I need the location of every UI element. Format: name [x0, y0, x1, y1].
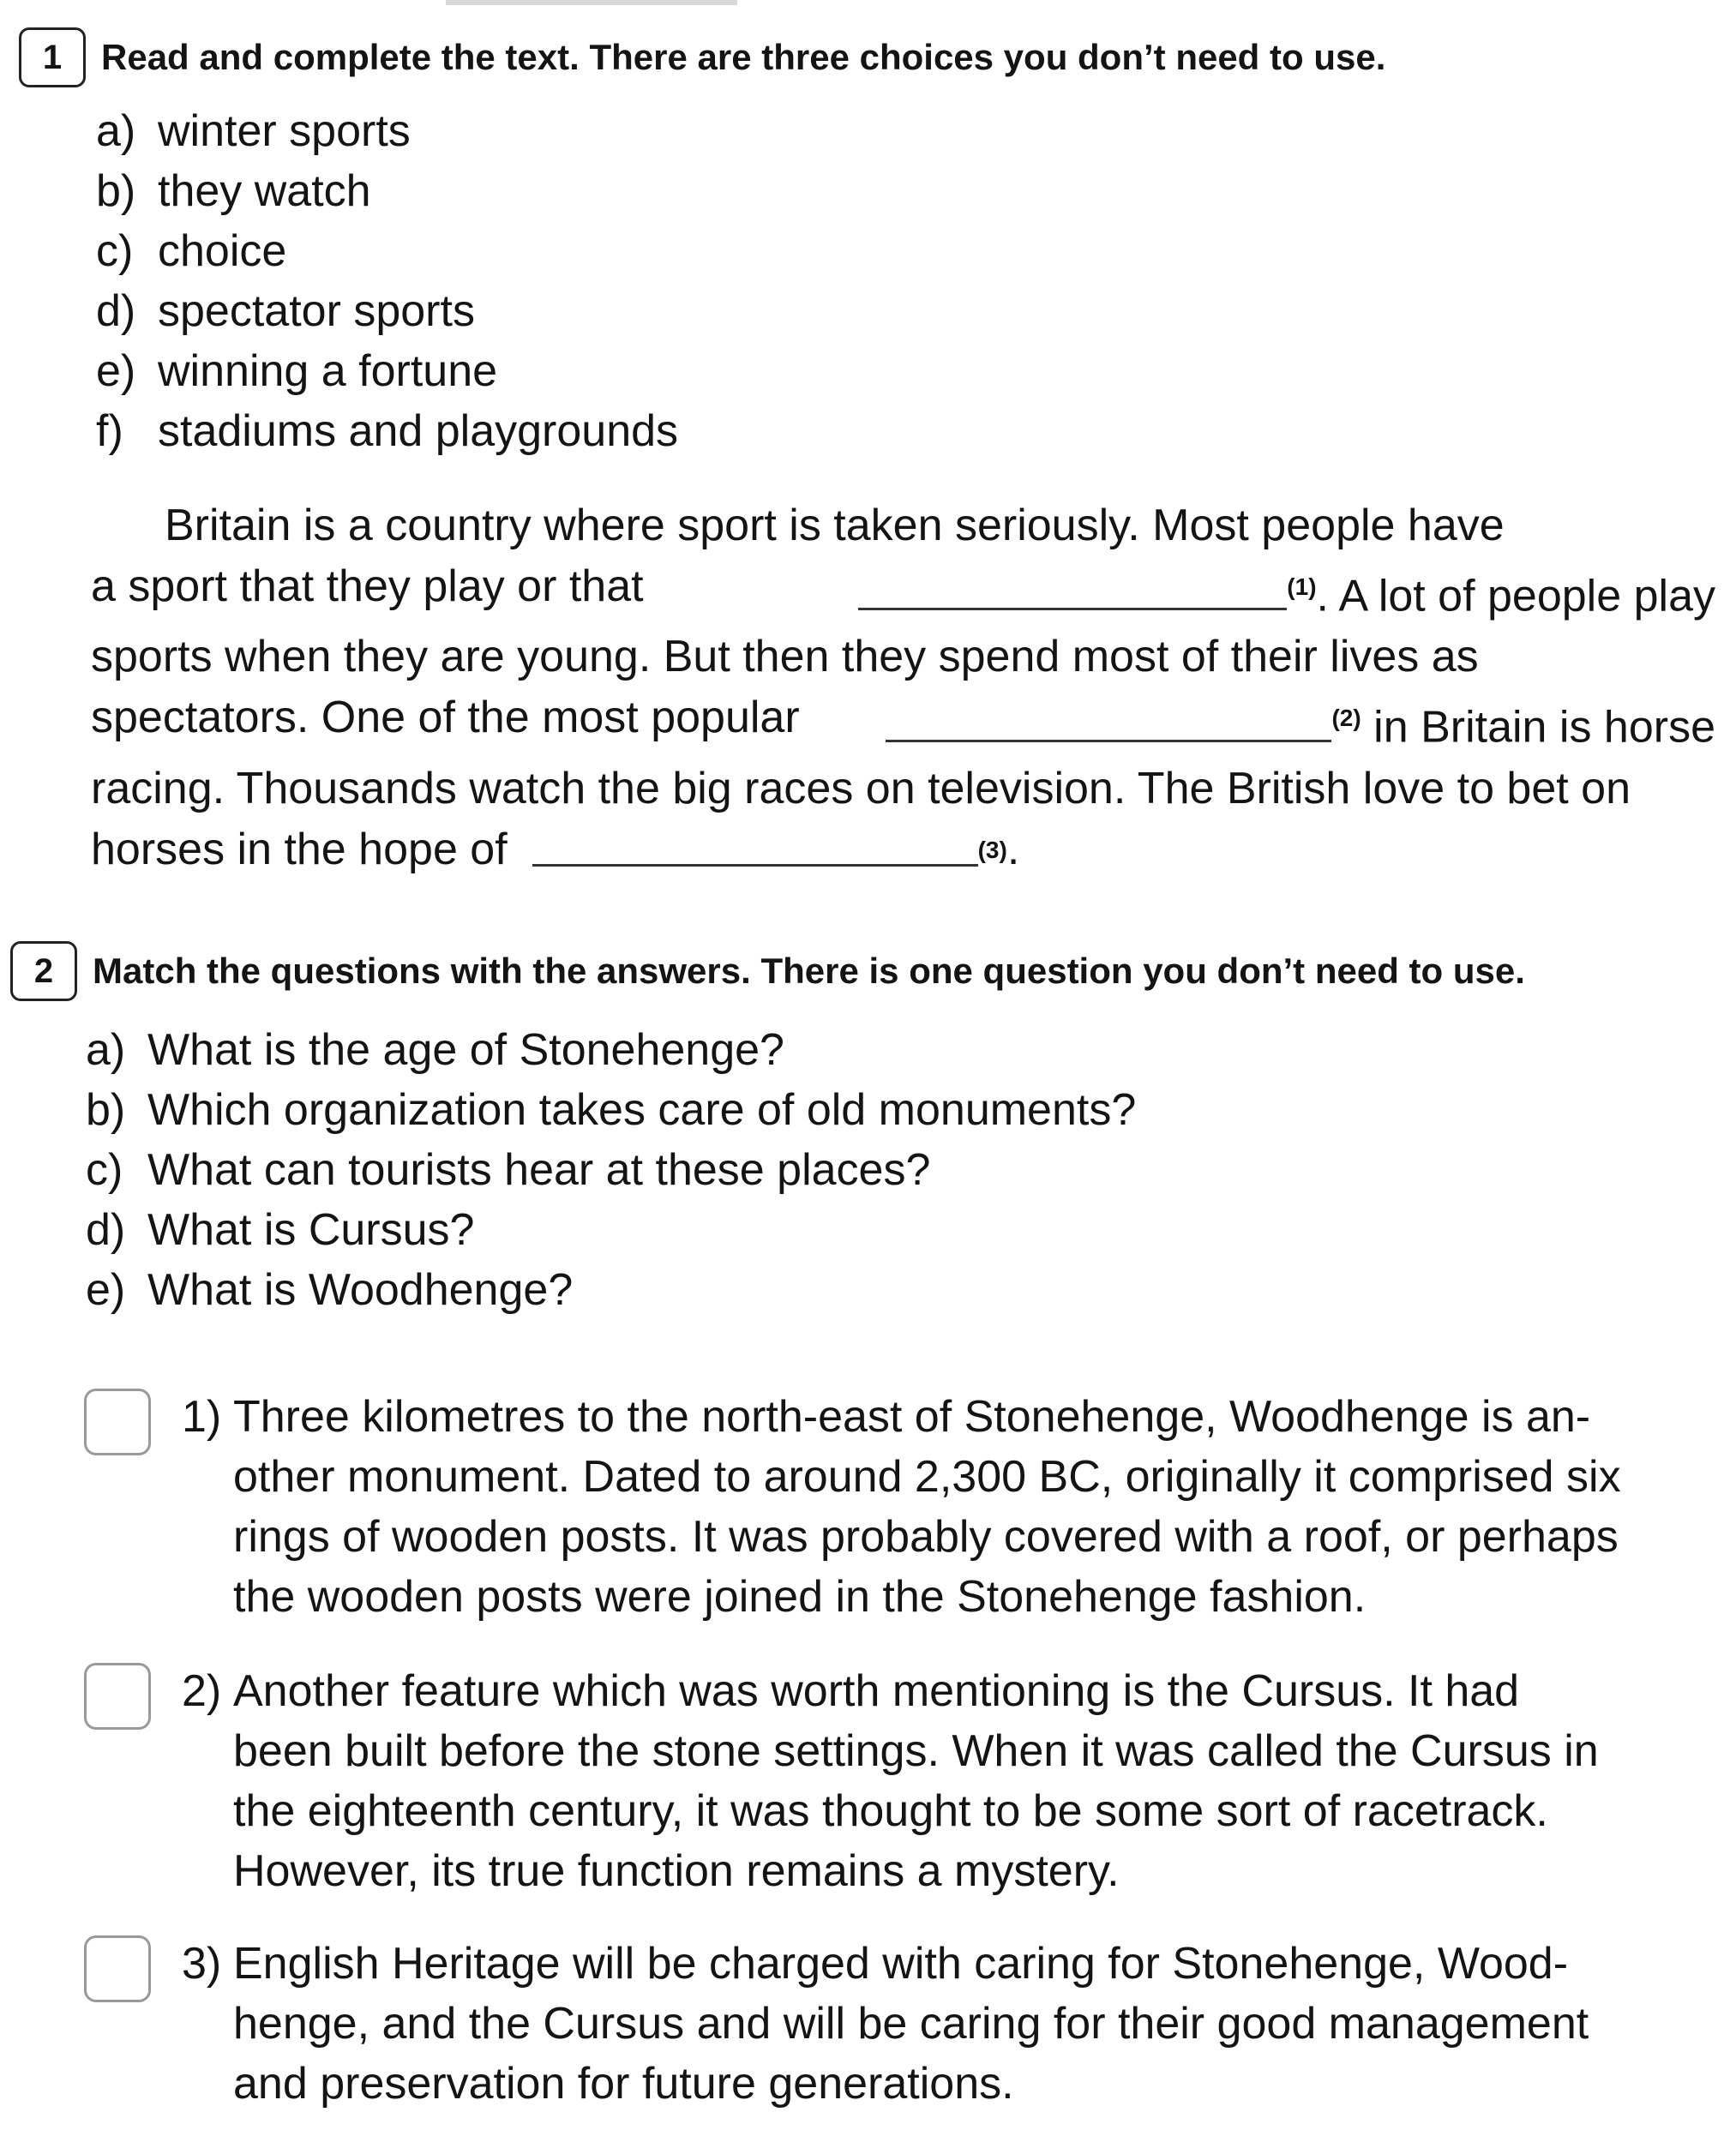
answer-3	[84, 1934, 1717, 2114]
answer-1-checkbox[interactable]	[84, 1389, 151, 1455]
exercise-2-instruction: Match the questions with the answers. There is one question you don’t need to use.	[93, 951, 1525, 991]
exercise-1-passage	[91, 495, 1715, 880]
gap-2-blank[interactable]	[886, 695, 1331, 742]
question-b: b) Which organization takes care of old monuments?	[86, 1085, 1137, 1135]
gap-3-blank[interactable]	[532, 819, 978, 867]
exercise-2-number: 2	[10, 941, 77, 1001]
gap-2-marker: (2)	[1331, 705, 1361, 732]
exercise-1-options	[96, 101, 678, 461]
option-b: b) they watch	[96, 166, 371, 216]
question-e: e) What is Woodhenge?	[86, 1265, 574, 1315]
option-e: e) winning a fortune	[96, 346, 498, 396]
answer-1	[84, 1387, 1717, 1627]
question-a: a) What is the age of Stonehenge?	[86, 1025, 784, 1075]
gap-1-marker: (1)	[1287, 573, 1317, 600]
answer-1-text: 1) Three kilometres to the north-east of Stonehenge, Woodhenge is an- other monument. Dated to around 2,300 BC, originally it comprised six rings of wooden posts. It was probably covered with a roof, or perhaps the wooden posts were joined in the Stonehenge fashion.	[182, 1392, 1621, 1622]
passage-line: spectators. One of the most popular $^{(2)}$ in Britain is horse	[91, 693, 1715, 753]
exercise-1-header	[19, 27, 1385, 87]
scan-edge	[446, 0, 737, 5]
passage-line: horses in the hope of (3) .	[91, 819, 1715, 880]
question-c: c) What can tourists hear at these places?	[86, 1145, 931, 1195]
option-f: f) stadiums and playgrounds	[96, 406, 679, 456]
answer-2-checkbox[interactable]	[84, 1663, 151, 1730]
option-d: d) spectator sports	[96, 286, 475, 336]
answer-3-text: 3) English Heritage will be charged with caring for Stonehenge, Wood- henge, and the Cursus and will be caring for their good management and preservation for future generations.	[182, 1939, 1589, 2109]
question-d: d) What is Cursus?	[86, 1205, 475, 1255]
answer-2	[84, 1661, 1717, 1901]
answer-3-checkbox[interactable]	[84, 1935, 151, 2002]
passage-line: racing. Thousands watch the big races on television. The British love to bet on	[91, 763, 1631, 813]
passage-line: Britain is a country where sport is taken seriously. Most people have	[165, 501, 1505, 550]
gap-1-blank[interactable]	[858, 563, 1287, 610]
gap-3-marker: (3)	[977, 836, 1007, 863]
exercise-1-number: 1	[19, 27, 86, 87]
option-c: c) choice	[96, 226, 287, 276]
exercise-2-questions	[86, 1020, 1136, 1320]
answer-2-text: 2) Another feature which was worth mentioning is the Cursus. It had been built before the stone settings. When it was called the Cursus in the eighteenth century, it was thought to be some sort of racetrack. However, its true function remains a mystery.	[182, 1666, 1599, 1896]
passage-line: a sport that they play or that $^{(1)}$. A lot of people play	[91, 561, 1715, 621]
passage-line: sports when they are young. But then they spend most of their lives as	[91, 632, 1479, 682]
option-a: a) winter sports	[96, 106, 411, 156]
exercise-1-instruction: Read and complete the text. There are three choices you don’t need to use.	[101, 37, 1386, 77]
exercise-2-header	[10, 941, 1525, 1001]
